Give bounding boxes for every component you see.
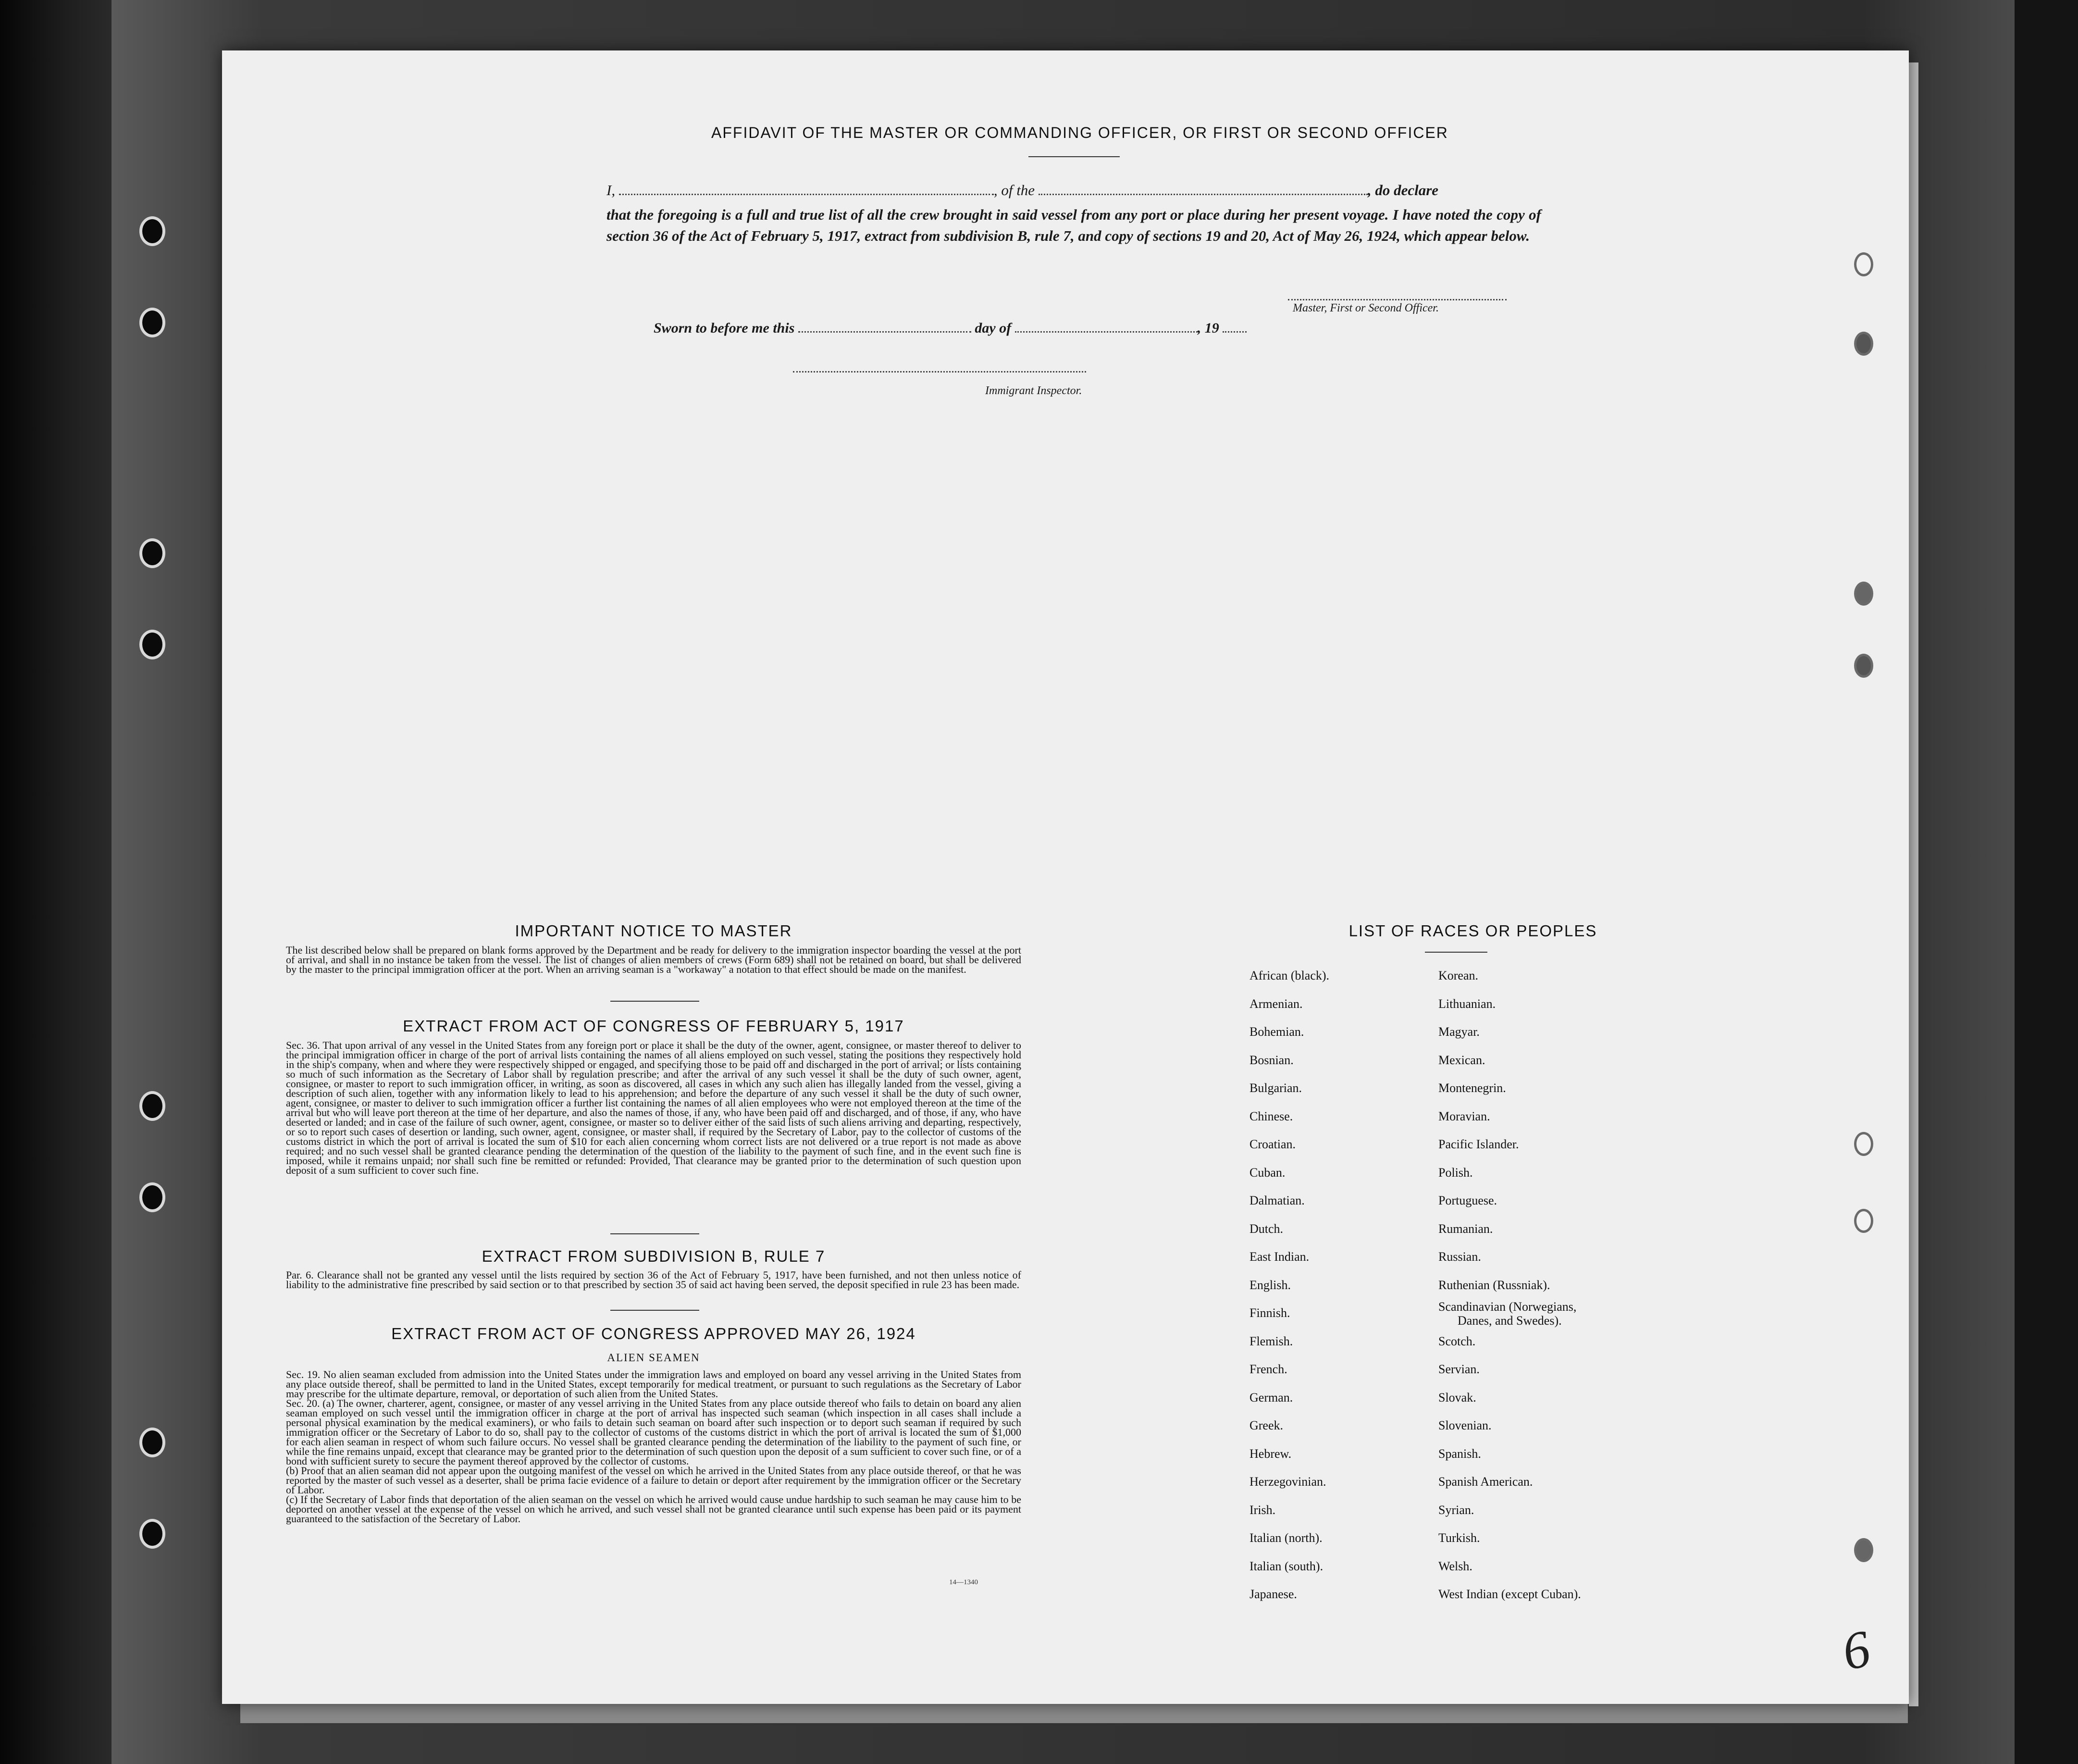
- race-item: East Indian.: [1249, 1250, 1310, 1264]
- name-blank[interactable]: [619, 194, 994, 195]
- race-item: Cuban.: [1249, 1165, 1286, 1180]
- race-item: Italian (north).: [1249, 1531, 1323, 1545]
- right-hole: [1854, 332, 1873, 356]
- race-item: Spanish American.: [1438, 1475, 1533, 1489]
- sworn-label: Sworn to before me this: [654, 320, 795, 336]
- race-item: Moravian.: [1438, 1109, 1490, 1123]
- race-item: Russian.: [1438, 1250, 1481, 1264]
- race-item: Italian (south).: [1249, 1559, 1323, 1573]
- race-item: Welsh.: [1438, 1559, 1472, 1573]
- section-20a-text: Sec. 20. (a) The owner, charterer, agent, consignee, or master of any vessel arriving in the United States from any place outside thereof who fails to detain on board any alien seaman employed on such vessel until the immigration officer in charge at the port of arrival has inspected such seaman (which inspection in all cases shall include a personal physical examination by the medical examiners), or who fails to detain such seaman on board after such inspection or to deport such seaman if required by such immigration officer or the Secretary of Labor to do so, shall pay to the collector of customs of the customs district in which the port of arrival is located the sum of $1,000 for each alien seaman in respect of whom such failure occurs. No vessel shall be granted clearance pending the determination of the liability to the payment of such fine, or while the fine remains unpaid, except that clearance may be granted prior to the determination of such question upon the deposit of a sum sufficient to cover such fine, or of a bond with sufficient surety to secure the payment thereof approved by the collector of customs.: [286, 1397, 1021, 1467]
- race-item: Chinese.: [1249, 1109, 1293, 1123]
- race-item: Croatian.: [1249, 1137, 1296, 1151]
- race-item: French.: [1249, 1362, 1287, 1376]
- race-item: African (black).: [1249, 969, 1330, 982]
- race-item: Flemish.: [1249, 1334, 1293, 1348]
- binding-hole: [139, 308, 165, 337]
- section-19-text: Sec. 19. No alien seaman excluded from admission into the United States under the immigration laws and employed on board any vessel arriving in the United States from any place outside thereof, shall be permitted to land in the United States, except temporarily for medical treatment, or pursuant to such regulations as the Secretary of Labor may prescribe for the ultimate departure, removal, or deportation of such alien from the United States.: [286, 1368, 1021, 1400]
- sworn-line: [654, 320, 1247, 336]
- binding-hole: [139, 1091, 165, 1121]
- race-item: Turkish.: [1438, 1531, 1480, 1545]
- right-hole: [1854, 1538, 1873, 1562]
- binding-hole: [139, 216, 165, 246]
- race-item: Korean.: [1438, 969, 1479, 982]
- extract-1917-rule: [610, 1233, 699, 1234]
- affidavit-line-1: [606, 182, 1541, 199]
- inspector-signature-line[interactable]: [793, 371, 1086, 373]
- binding-spine: [0, 0, 111, 1764]
- subdivision-b-text: Par. 6. Clearance shall not be granted any vessel until the lists required by section 36 of the Act of February 5, 1917, have been furnished, and not then unless notice of liability to the administrative fine prescribed by said section or to that prescribed by section 35 of said act having been served, the deposit specified in rule 23 has been made.: [286, 1269, 1021, 1291]
- form-number: 14—1340: [949, 1578, 978, 1586]
- binding-hole: [139, 1182, 165, 1212]
- notice-text: The list described below shall be prepared on blank forms approved by the Department and be ready for delivery to the immigration inspector boarding the vessel at the port of arrival, and shall in no instance be taken from the vessel. The list of changes of alien members of crews (Form 689) shall not be retained on board, but shall be delivered by the master to the principal immigration officer at the port. When an arriving seaman is a "workaway" a notation to that effect should be made on the manifest.: [286, 944, 1021, 975]
- race-item: Spanish.: [1438, 1446, 1481, 1461]
- race-item: Dalmatian.: [1249, 1193, 1305, 1207]
- binding-hole: [139, 630, 165, 659]
- race-item: Polish.: [1438, 1165, 1473, 1180]
- notice-title: IMPORTANT NOTICE TO MASTER: [515, 922, 792, 940]
- race-item: Bulgarian.: [1249, 1081, 1302, 1095]
- race-item: Rumanian.: [1438, 1221, 1493, 1236]
- race-item: Herzegovinian.: [1249, 1475, 1326, 1489]
- extract-1917-title: EXTRACT FROM ACT OF CONGRESS OF FEBRUARY 5, 1917: [403, 1017, 904, 1035]
- affidavit-body: that the foregoing is a full and true list of all the crew brought in said vessel from any port or place during her present voyage. I have noted the copy of section 36 of the Act of February 5, 1917, extract from subdivision B, rule 7, and copy of sections 19 and 20, Act of May 26, 1924, which appear below.: [606, 206, 1541, 244]
- race-item: Pacific Islander.: [1438, 1137, 1519, 1151]
- page-underlayer: [240, 1704, 1908, 1723]
- race-item: Irish.: [1249, 1503, 1276, 1517]
- race-item: Magyar.: [1438, 1025, 1480, 1039]
- master-signature-line[interactable]: [1288, 299, 1507, 300]
- handwritten-mark: 6: [1837, 1618, 1875, 1682]
- race-item: Finnish.: [1249, 1306, 1290, 1320]
- races-rule: [1425, 952, 1487, 953]
- race-item: Bosnian.: [1249, 1053, 1294, 1067]
- notice-rule: [610, 1001, 699, 1002]
- races-title: LIST OF RACES OR PEOPLES: [1348, 922, 1597, 940]
- race-item: Greek.: [1249, 1418, 1284, 1432]
- right-hole: [1854, 582, 1873, 606]
- sworn-month-blank[interactable]: [1015, 331, 1198, 333]
- race-item: Slovenian.: [1438, 1418, 1492, 1432]
- sworn-year-blank[interactable]: [1223, 331, 1247, 333]
- race-item: Servian.: [1438, 1362, 1480, 1376]
- race-item: Mexican.: [1438, 1053, 1485, 1067]
- vessel-blank[interactable]: [1039, 194, 1368, 195]
- binding-hole: [139, 538, 165, 568]
- race-item: German.: [1249, 1390, 1293, 1404]
- title-rule: [1028, 156, 1120, 157]
- race-item: Ruthenian (Russniak).: [1438, 1278, 1550, 1292]
- race-item: West Indian (except Cuban).: [1438, 1587, 1581, 1601]
- affidavit-of-the: , of the: [993, 182, 1035, 199]
- race-item: Syrian.: [1438, 1503, 1474, 1517]
- subdivision-b-rule: [610, 1310, 699, 1311]
- subdivision-b-title: EXTRACT FROM SUBDIVISION B, RULE 7: [482, 1247, 826, 1265]
- sworn-date-blank[interactable]: [798, 331, 971, 333]
- race-item: Portuguese.: [1438, 1193, 1497, 1207]
- alien-seamen-subtitle: ALIEN SEAMEN: [607, 1352, 700, 1364]
- race-item: English.: [1249, 1278, 1291, 1292]
- master-signature-label: Master, First or Second Officer.: [1293, 302, 1439, 314]
- right-hole: [1854, 1132, 1873, 1156]
- races-list: [1249, 969, 1644, 1608]
- race-item: Slovak.: [1438, 1390, 1476, 1404]
- race-item-continued: Danes, and Swedes).: [1458, 1314, 1562, 1328]
- race-item: Montenegrin.: [1438, 1081, 1506, 1095]
- affidavit-i: I,: [606, 182, 616, 199]
- race-item: Scandinavian (Norwegians,: [1438, 1300, 1577, 1314]
- race-item: Hebrew.: [1249, 1446, 1292, 1461]
- extract-1924-title: EXTRACT FROM ACT OF CONGRESS APPROVED MAY 26, 1924: [391, 1325, 916, 1342]
- affidavit-do-declare: , do declare: [1367, 182, 1439, 199]
- section-20b-text: (b) Proof that an alien seaman did not appear upon the outgoing manifest of the vessel on which he arrived in the United States from any place outside thereof, or that he was reported by the master of such vessel as a deserter, shall be prima facie evidence of a failure to detain or deport after requirement by the immigration officer or the Secretary of Labor.: [286, 1465, 1021, 1496]
- race-item: Dutch.: [1249, 1221, 1284, 1236]
- extract-1917-text: Sec. 36. That upon arrival of any vessel in the United States from any foreign port or place it shall be the duty of the owner, agent, consignee, or master thereof to deliver to the principal immigration officer in charge of the port of arrival lists containing the names of all aliens employed on such vessel, stating the positions they respectively hold in the ship's company, when and where they were respectively shipped or engaged, and specifying those to be paid off and discharged in the port of arrival; or lists containing so much of such information as the Secretary of Labor shall by regulation prescribe; and after the arrival of any such vessel it shall be the duty of such owner, agent, consignee, or master to report to such immigration officer, in writing, as soon as discovered, all cases in which any such alien has illegally landed from the vessel, giving a description of such alien, together with any information likely to lead to his apprehension; and before the departure of any such vessel it shall be the duty of such owner, agent, consignee, or master to deliver to such immigration officer a further list containing the names of all alien employees who were not employed thereon at the time of the arrival but who will leave port thereon at the time of her departure, and also the names of those, if any, who have been paid off and discharged, and of those, if any, who have deserted or landed; and in case of the failure of such owner, agent, consignee, or master so to deliver either of the said lists of such aliens arriving and departing, respectively, or so to report such cases of desertion or landing, such owner, agent, consignee, or master shall, if required by the Secretary of Labor, pay to the collector of customs of the customs district in which the port of arrival is located the sum of $10 for each alien concerning whom correct lists are not delivered or a true report is not made as above required; and no such vessel shall be granted clearance pending the determination of the question of the liability to the payment of such fine, and in the event such fine is imposed, while it remains unpaid; nor shall such fine be remitted or refunded: Provided, That clearance may be granted prior to the determination of such question upon deposit of a sum sufficient to cover such fine.: [286, 1039, 1021, 1176]
- section-20c-text: (c) If the Secretary of Labor finds that deportation of the alien seaman on the vessel on which he arrived would cause undue hardship to such seaman he may cause him to be deported on another vessel at the expense of the vessel on which he arrived, and such vessel shall not be granted clearance until such expense has been paid or its payment guaranteed to the satisfaction of the Secretary of Labor.: [286, 1493, 1021, 1525]
- race-item: Japanese.: [1249, 1587, 1297, 1601]
- year-label: , 19: [1197, 320, 1219, 336]
- affidavit-title: AFFIDAVIT OF THE MASTER OR COMMANDING OFFICER, OR FIRST OR SECOND OFFICER: [711, 124, 1448, 141]
- binding-hole: [139, 1519, 165, 1549]
- race-item: Armenian.: [1249, 996, 1303, 1011]
- extract-1924-body: [286, 1370, 1021, 1524]
- inspector-label: Immigrant Inspector.: [985, 385, 1082, 397]
- right-hole: [1854, 252, 1873, 276]
- day-of-label: day of: [975, 320, 1012, 336]
- race-item: Lithuanian.: [1438, 996, 1496, 1011]
- race-item: Bohemian.: [1249, 1025, 1304, 1039]
- race-item: Scotch.: [1438, 1334, 1476, 1348]
- right-hole: [1854, 654, 1873, 678]
- binding-hole: [139, 1428, 165, 1457]
- right-hole: [1854, 1209, 1873, 1233]
- page-edge: [1909, 62, 1918, 1706]
